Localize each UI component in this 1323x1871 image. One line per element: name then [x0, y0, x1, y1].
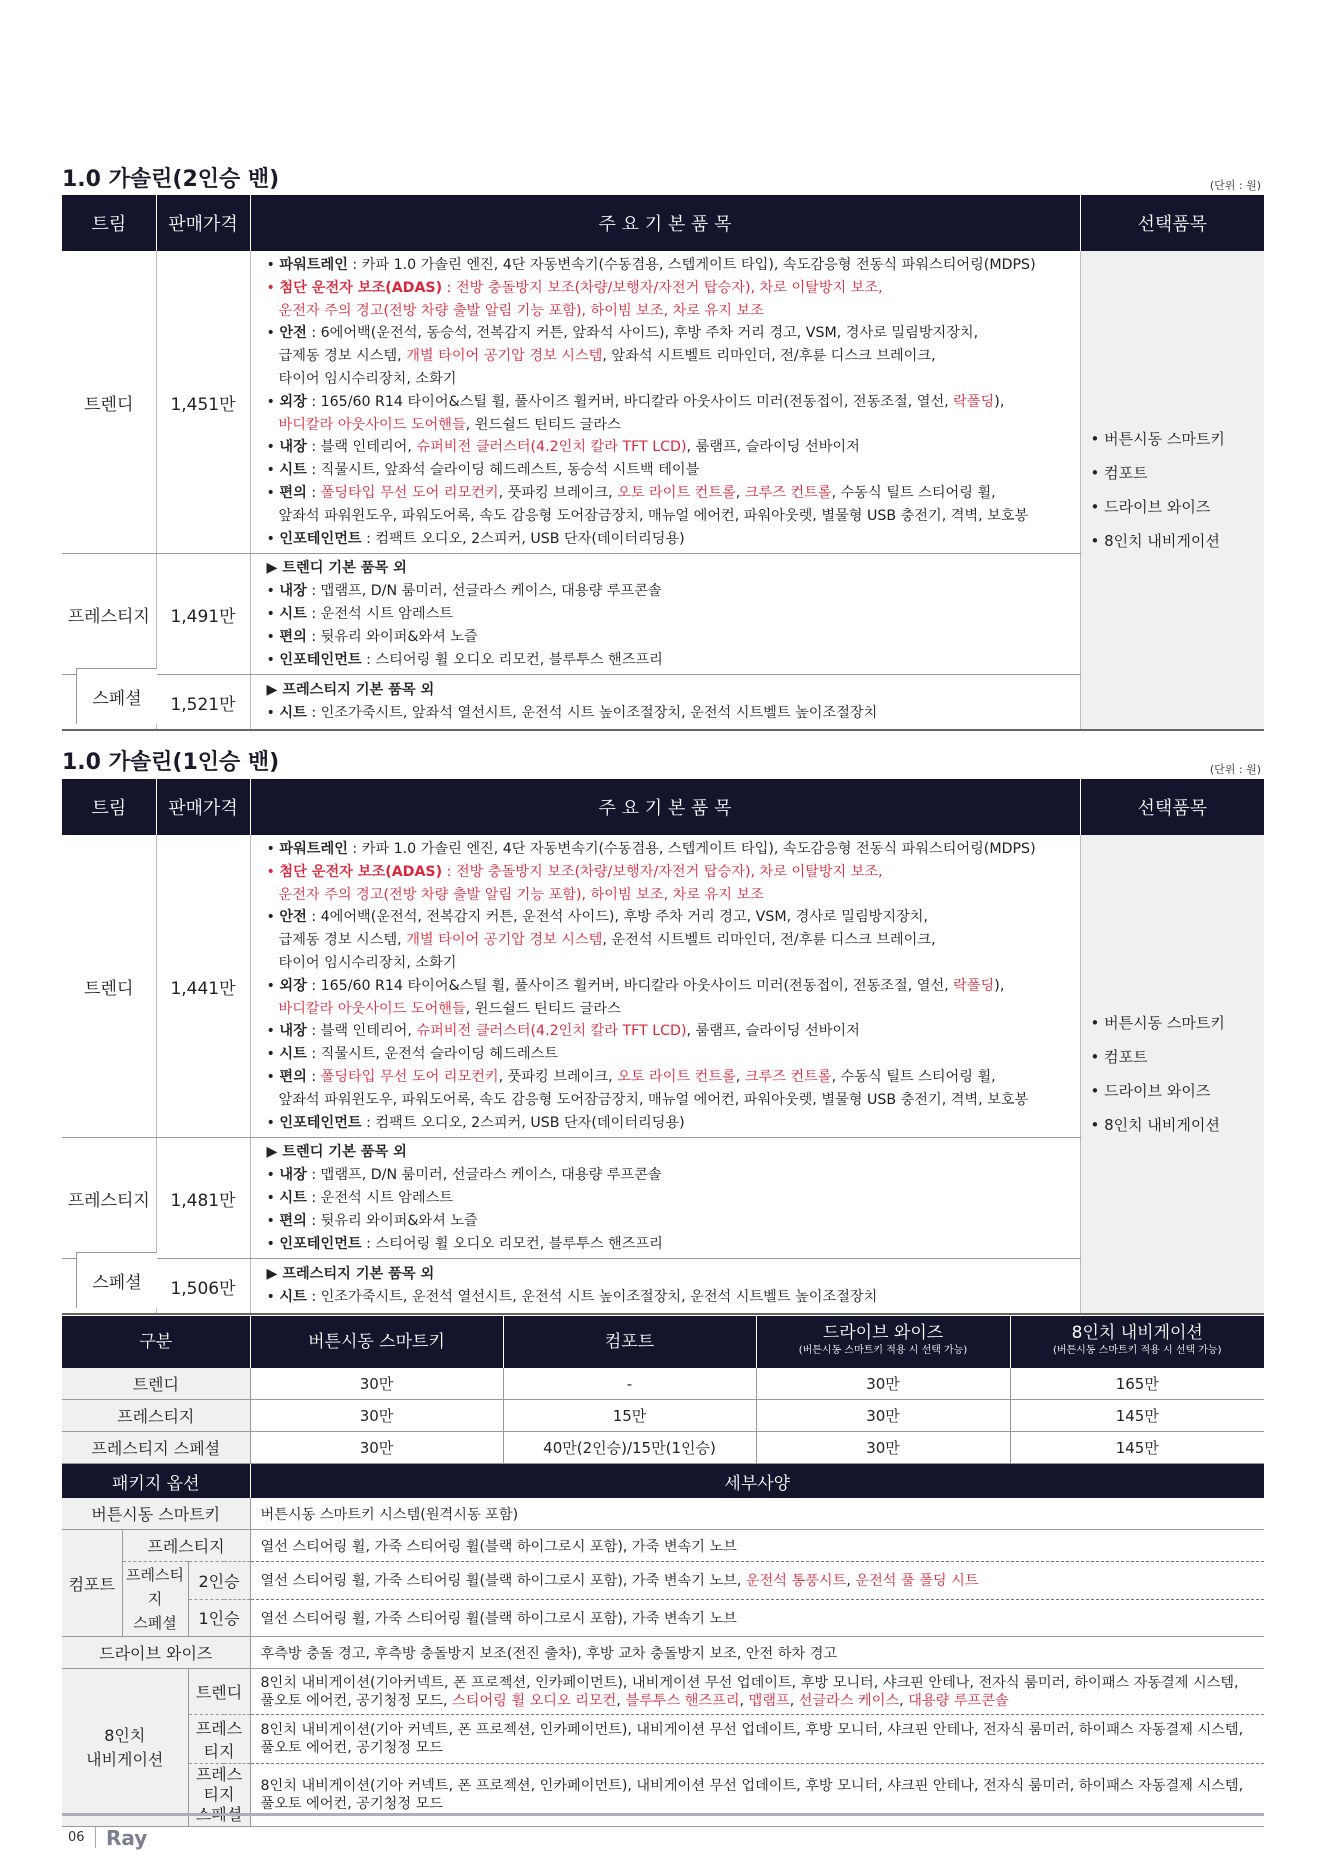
table-row: 프레스티지 스페셜 30만 40만(2인승)/15만(1인승) 30만 145만 [62, 1432, 1264, 1464]
items-special: ▶ 프레스티지 기본 품목 외 • 시트 : 인조가죽시트, 운전석 열선시트, 운전석 시트 높이조절장치, 운전석 시트벨트 높이조절장치 [250, 1259, 1080, 1314]
price-trendy: 1,451만 [156, 251, 250, 554]
footer-rule [62, 1813, 1264, 1816]
header-items: 주 요 기 본 품 목 [250, 779, 1080, 835]
pkg-navi: 8인치 내비게이션 [62, 1669, 188, 1827]
items-trendy: • 파워트레인 : 카파 1.0 가솔린 엔진, 4단 자동변속기(수동겸용, 스텝게이트 타입), 속도감응형 전동식 파워스티어링(MDPS) • 첨단 운전자 보조(ADAS) : 전방 충돌방지 보조(차량/보행자/자전거 탑승자), 차로 이탈방지 보조, 운전자 주의 경고(전방 차량 출발 알림 기능 포함), 하이빔 보조, 차로 유지 보조 • 안전 : 6에어백(운전석, 동승석, 전복감지 커튼, 앞좌석 사이드), 후방 주차 거리 경고, VSM, 경사로 밀림방지장치, 급제동 경보 시스템, 개별 타이어 공기압 경보 시스템, 앞좌석 시트벨트 리마인더, 전/후륜 디스크 브레이크, 타이어 임시수리장치, 소화기 • 외장 : 165/60 R14 타이어&스틸 휠, 풀사이즈 휠커버, 바디칼라 아웃사이드 미러(전동접이, 전동조절, 열선, 락폴딩), 바디칼라 아웃사이드 도어핸들, 윈드쉴드 틴티드 글라스 • 내장 : 블랙 인테리어, 슈퍼비전 클러스터(4.2인치 칼라 TFT LCD), 룸램프, 슬라이딩 선바이저 • 시트 : 직물시트, 앞좌석 슬라이딩 헤드레스트, 동승석 시트백 테이블 • 편의 : 폴딩타입 무선 도어 리모컨키, 풋파킹 브레이크, 오토 라이트 컨트롤, 크루즈 컨트롤, 수동식 틸트 스티어링 휠, 앞좌석 파워윈도우, 파워도어록, 속도 감응형 도어잠금장치, 매뉴얼 에어컨, 파워아웃렛, 별물형 USB 충전기, 격벽, 보호봉 • 인포테인먼트 : 컴팩트 오디오, 2스피커, USB 단자(데이터리딩용) [250, 251, 1080, 554]
price-header-category: 구분 [62, 1316, 250, 1368]
price-header-navi: 8인치 내비게이션 (버튼시동 스마트키 적용 시 선택 가능) [1010, 1316, 1264, 1368]
brand-name: Ray [106, 1826, 148, 1850]
items-special: ▶ 프레스티지 기본 품목 외 • 시트 : 인조가죽시트, 앞좌석 열선시트, 운전석 시트 높이조절장치, 운전석 시트벨트 높이조절장치 [250, 675, 1080, 730]
trim-prestige: 프레스티지 [62, 1138, 156, 1259]
option-price-table [62, 1316, 1264, 1464]
trim-prestige: 프레스티지 [62, 554, 156, 675]
pkg-smartkey: 버튼시동 스마트키 [62, 1498, 250, 1530]
header-options: 선택품목 [1080, 779, 1264, 835]
header-items: 주 요 기 본 품 목 [250, 195, 1080, 251]
section-title-2seat: 1.0 가솔린(2인승 밴) [62, 167, 280, 192]
table-row: 트렌디 30만 - 30만 165만 [62, 1368, 1264, 1400]
page-number: 06 [68, 1830, 85, 1845]
trim-special: 스페셜 [76, 668, 157, 724]
price-header-smartkey: 버튼시동 스마트키 [250, 1316, 503, 1368]
header-options: 선택품목 [1080, 195, 1264, 251]
spec-table-2seat [62, 195, 1264, 731]
table-row: 프레스티지 30만 15만 30만 145만 [62, 1400, 1264, 1432]
price-prestige: 1,481만 [156, 1138, 250, 1259]
options-1seat: • 버튼시동 스마트키 • 컴포트 • 드라이브 와이즈 • 8인치 내비게이션 [1080, 835, 1264, 1314]
trim-trendy: 트렌디 [62, 835, 156, 1138]
pkg-comfort: 컴포트 [62, 1530, 122, 1637]
package-table: 패키지 옵션 세부사양 버튼시동 스마트키 버튼시동 스마트키 시스템(원격시동 포함) 컴포트 프레스티지 열선 스티어링 휠, 가죽 스티어링 휠(블랙 하이그로시 포함), 가죽 변속기 노브 프레스티지 스페셜 2인승 열선 스티어링 휠, 가죽 스티어링 휠(블랙 하이그로시 포함), 가죽 변속기 노브, 운전석 통풍시트, 운전석 풀 폴딩 시트 1인승 열선 스티어링 휠, 가죽 스티어링 휠(블랙 하이그로시 포함), 가죽 변속기 노브 드라이브 와이즈 후측방 충돌 경고, 후측방 충돌방지 보조(전진 출차), 후방 교차 충돌방지 보조, 안전 하차 경고 8인치 내비게이션 트렌디 8인치 내비게이션(기아커넥트, 폰 프로젝션, 인카페이먼트), 내비게이션 무선 업데이트, 후방 모니터, 샤크핀 안테나, 전자식 룸미러, 하이패스 자동결제 시스템, 풀오토 에어컨, 공기청정 모드, 스티어링 휠 오디오 리모컨, 블루투스 핸즈프리, 맵램프, 선글라스 케이스, 대용량 루프콘솔 프레스티지 8인치 내비게이션(기아 커넥트, 폰 프로젝션, 인카페이먼트), 내비게이션 무선 업데이트, 후방 모니터, 샤크핀 안테나, 전자식 룸미러, 하이패스 자동결제 시스템, 풀오토 에어컨, 공기청정 모드 프레스티지 스페셜 8인치 내비게이션(기아 커넥트, 폰 프로젝션, 인카페이먼트), 내비게이션 무선 업데이트, 후방 모니터, 샤크핀 안테나, 전자식 룸미러, 하이패스 자동결제 시스템, 풀오토 에어컨, 공기청정 모드 [62, 1464, 1264, 1827]
items-prestige: ▶ 트렌디 기본 품목 외 • 내장 : 맵램프, D/N 룸미러, 선글라스 케이스, 대용량 루프콘솔 • 시트 : 운전석 시트 암레스트 • 편의 : 뒷유리 와이퍼&와셔 노즐 • 인포테인먼트 : 스티어링 휠 오디오 리모컨, 블루투스 핸즈프리 [250, 1138, 1080, 1259]
header-price: 판매가격 [156, 195, 250, 251]
header-trim: 트림 [62, 779, 156, 835]
unit-label: (단위 : 원) [1209, 179, 1261, 192]
price-special: 1,521만 [156, 675, 250, 730]
spec-table-1seat [62, 779, 1264, 1315]
pkg-drivewise: 드라이브 와이즈 [62, 1637, 250, 1669]
items-trendy: • 파워트레인 : 카파 1.0 가솔린 엔진, 4단 자동변속기(수동겸용, 스텝게이트 타입), 속도감응형 전동식 파워스티어링(MDPS) • 첨단 운전자 보조(ADAS) : 전방 충돌방지 보조(차량/보행자/자전거 탑승자), 차로 이탈방지 보조, 운전자 주의 경고(전방 차량 출발 알림 기능 포함), 하이빔 보조, 차로 유지 보조 • 안전 : 4에어백(운전석, 전복감지 커튼, 운전석 사이드), 후방 주차 거리 경고, VSM, 경사로 밀림방지장치, 급제동 경보 시스템, 개별 타이어 공기압 경보 시스템, 운전석 시트벨트 리마인더, 전/후륜 디스크 브레이크, 타이어 임시수리장치, 소화기 • 외장 : 165/60 R14 타이어&스틸 휠, 풀사이즈 휠커버, 바디칼라 아웃사이드 미러(전동접이, 전동조절, 열선, 락폴딩), 바디칼라 아웃사이드 도어핸들, 윈드쉴드 틴티드 글라스 • 내장 : 블랙 인테리어, 슈퍼비전 클러스터(4.2인치 칼라 TFT LCD), 룸램프, 슬라이딩 선바이저 • 시트 : 직물시트, 운전석 슬라이딩 헤드레스트 • 편의 : 폴딩타입 무선 도어 리모컨키, 풋파킹 브레이크, 오토 라이트 컨트롤, 크루즈 컨트롤, 수동식 틸트 스티어링 휠, 앞좌석 파워윈도우, 파워도어록, 속도 감응형 도어잠금장치, 매뉴얼 에어컨, 파워아웃렛, 별물형 USB 충전기, 격벽, 보호봉 • 인포테인먼트 : 컴팩트 오디오, 2스피커, USB 단자(데이터리딩용) [250, 835, 1080, 1138]
price-header-comfort: 컴포트 [503, 1316, 756, 1368]
price-trendy: 1,441만 [156, 835, 250, 1138]
footer-divider [95, 1826, 96, 1848]
trim-trendy: 트렌디 [62, 251, 156, 554]
items-prestige: ▶ 트렌디 기본 품목 외 • 내장 : 맵램프, D/N 룸미러, 선글라스 케이스, 대용량 루프콘솔 • 시트 : 운전석 시트 암레스트 • 편의 : 뒷유리 와이퍼&와셔 노즐 • 인포테인먼트 : 스티어링 휠 오디오 리모컨, 블루투스 핸즈프리 [250, 554, 1080, 675]
pkg-header-detail: 세부사양 [250, 1464, 1264, 1498]
section-title-1seat: 1.0 가솔린(1인승 밴) [62, 750, 280, 775]
header-trim: 트림 [62, 195, 156, 251]
price-special: 1,506만 [156, 1259, 250, 1314]
pkg-header-option: 패키지 옵션 [62, 1464, 250, 1498]
price-header-drivewise: 드라이브 와이즈 (버튼시동 스마트키 적용 시 선택 가능) [756, 1316, 1010, 1368]
options-2seat: • 버튼시동 스마트키 • 컴포트 • 드라이브 와이즈 • 8인치 내비게이션 [1080, 251, 1264, 730]
trim-special: 스페셜 [76, 1252, 157, 1308]
unit-label-2: (단위 : 원) [1209, 763, 1261, 776]
price-prestige: 1,491만 [156, 554, 250, 675]
header-price: 판매가격 [156, 779, 250, 835]
